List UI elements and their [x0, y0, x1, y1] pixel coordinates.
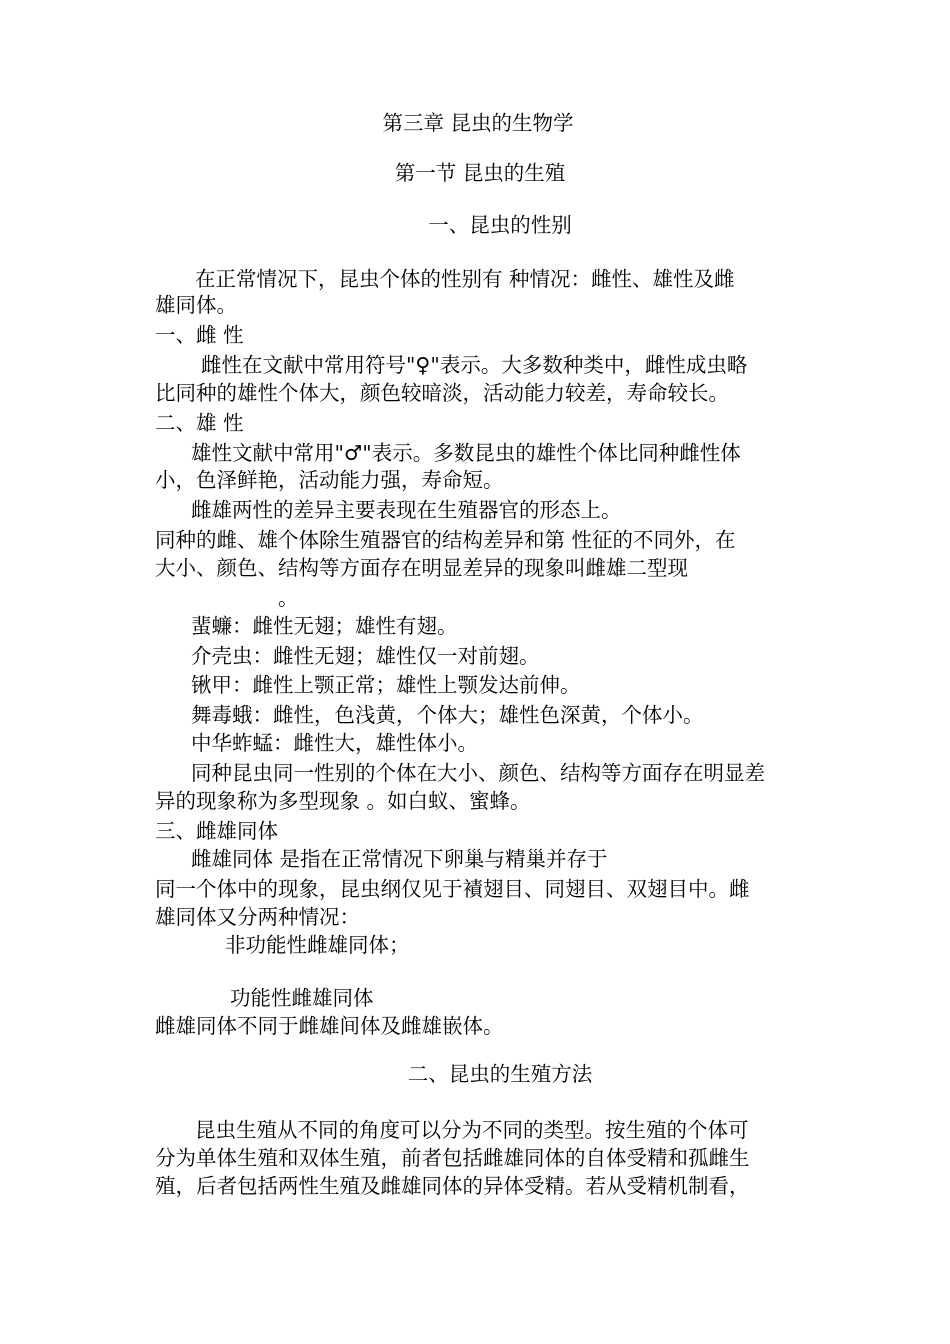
paragraph-line: 同种的雌、雄个体除生殖器官的结构差异和第 性征的不同外，在 [155, 528, 736, 552]
paragraph-line: 殖，后者包括两性生殖及雌雄同体的异体受精。若从受精机制看， [155, 1174, 750, 1198]
list-item: 锹甲：雌性上颚正常；雄性上颚发达前伸。 [191, 673, 581, 697]
paragraph-line: 分为单体生殖和双体生殖，前者包括雌雄同体的自体受精和孤雌生 [155, 1146, 750, 1170]
paragraph-line: 雌雄同体 是指在正常情况下卵巢与精巢并存于 [191, 847, 608, 871]
paragraph-line: 雄同体又分两种情况： [155, 905, 360, 929]
paragraph-line: 雄性文献中常用"♂"表示。多数昆虫的雄性个体比同种雌性体 [191, 441, 741, 465]
paragraph-line: 小，色泽鲜艳，活动能力强，寿命短。 [155, 468, 504, 492]
paragraph-line: 同种昆虫同一性别的个体在大小、颜色、结构等方面存在明显差 [191, 761, 765, 785]
heading-hermaphrodite: 三、雌雄同体 [155, 819, 278, 843]
list-item: 介壳虫：雌性无翅；雄性仅一对前翅。 [191, 644, 540, 668]
paragraph-line: 雄同体。 [155, 293, 237, 317]
paragraph-line: 异的现象称为多型现象 。如白蚁、蜜蜂。 [155, 789, 531, 813]
paragraph-line: 在正常情况下，昆虫个体的性别有 种情况：雌性、雄性及雌 [195, 267, 735, 291]
subsection-title: 一、昆虫的性别 [428, 213, 572, 237]
paragraph-line: 昆虫生殖从不同的角度可以分为不同的类型。按生殖的个体可 [195, 1118, 749, 1142]
list-item: 蜚蠊：雌性无翅；雄性有翅。 [191, 614, 458, 638]
paragraph-line: 雌雄同体不同于雌雄间体及雌雄嵌体。 [155, 1014, 504, 1038]
subsection-title: 二、昆虫的生殖方法 [407, 1062, 593, 1086]
list-item: 中华蚱蜢：雌性大，雄性体小。 [191, 731, 478, 755]
list-item: 舞毒蛾：雌性，色浅黄，个体大；雄性色深黄，个体小。 [191, 703, 704, 727]
list-item: 功能性雌雄同体 [230, 986, 374, 1010]
paragraph-line: 。 [278, 586, 299, 610]
paragraph-line: 雌性在文献中常用符号"♀"表示。大多数种类中，雌性成虫略 [201, 353, 748, 377]
heading-female: 一、雌 性 [155, 323, 244, 347]
paragraph-line: 雌雄两性的差异主要表现在生殖器官的形态上。 [191, 498, 622, 522]
paragraph-line: 大小、颜色、结构等方面存在明显差异的现象叫雌雄二型现 [155, 556, 688, 580]
heading-male: 二、雄 性 [155, 411, 244, 435]
paragraph-line: 同一个体中的现象，昆虫纲仅见于襀翅目、同翅目、双翅目中。雌 [155, 877, 750, 901]
chapter-title: 第三章 昆虫的生物学 [382, 111, 574, 135]
list-item: 非功能性雌雄同体； [225, 933, 410, 957]
section-title: 第一节 昆虫的生殖 [394, 161, 566, 185]
paragraph-line: 比同种的雄性个体大，颜色较暗淡，活动能力较差，寿命较长。 [155, 381, 729, 405]
